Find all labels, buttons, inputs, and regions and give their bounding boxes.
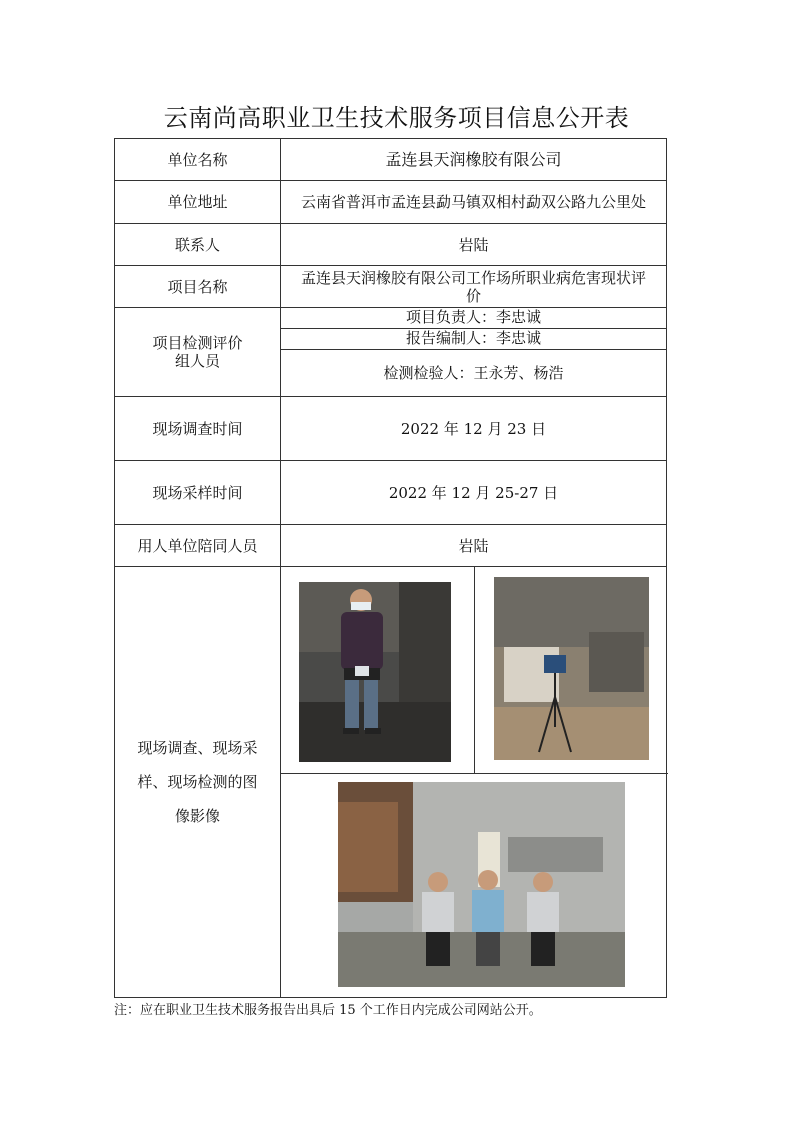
photo-cell [281,567,667,998]
label-team [115,308,281,397]
label-survey-time: 现场调查时间 [115,397,281,461]
images-label-line1: 现场调查、现场采 [137,739,258,757]
row-unit-name [115,139,667,181]
label-unit-name: 单位名称 [115,139,281,181]
photo-divider-horizontal [281,773,668,774]
page-title: 云南尚高职业卫生技术服务项目信息公开表 [163,104,630,132]
team-editor: 报告编制人：李忠诚 [281,329,666,350]
images-label-line2: 样、现场检测的图 [137,773,258,791]
label-escort: 用人单位陪同人员 [115,525,281,567]
value-sampling-time: 2022 年 12 月 25-27 日 [281,461,667,525]
info-table [114,138,667,998]
label-unit-address: 单位地址 [115,181,281,224]
row-images [115,567,667,998]
value-unit-name: 孟连县天润橡胶有限公司 [281,139,667,181]
photo-worker-sampling [299,582,451,762]
images-label-line3: 像影像 [174,807,220,825]
row-contact [115,224,667,266]
photo-group [338,782,625,987]
row-sampling-time [115,461,667,525]
photo-tripod-sampler [494,577,649,760]
row-escort [115,525,667,567]
row-unit-address [115,181,667,224]
team-inspectors: 检测检验人：王永芳、杨浩 [383,364,564,382]
value-survey-time: 2022 年 12 月 23 日 [281,397,667,461]
project-name-line2: 价 [465,286,481,305]
photo-grid [281,567,666,997]
value-team [281,308,667,397]
label-sampling-time: 现场采样时间 [115,461,281,525]
photo-divider-vertical [474,567,475,773]
label-images [115,567,281,998]
row-project-name [115,266,667,308]
row-team [115,308,667,397]
team-label-line1: 项目检测评价 [152,334,243,352]
team-label-line2: 组人员 [174,352,220,370]
value-project-name [281,266,667,308]
value-contact: 岩陆 [281,224,667,266]
value-unit-address: 云南省普洱市孟连县勐马镇双相村勐双公路九公里处 [281,181,667,224]
project-name-line1: 孟连县天润橡胶有限公司工作场所职业病危害现状评 [300,268,646,287]
label-contact: 联系人 [115,224,281,266]
row-survey-time [115,397,667,461]
team-leader: 项目负责人：李忠诚 [281,308,666,329]
value-escort: 岩陆 [281,525,667,567]
label-project-name: 项目名称 [115,266,281,308]
footnote: 注：应在职业卫生技术服务报告出具后 15 个工作日内完成公司网站公开。 [114,1003,542,1018]
